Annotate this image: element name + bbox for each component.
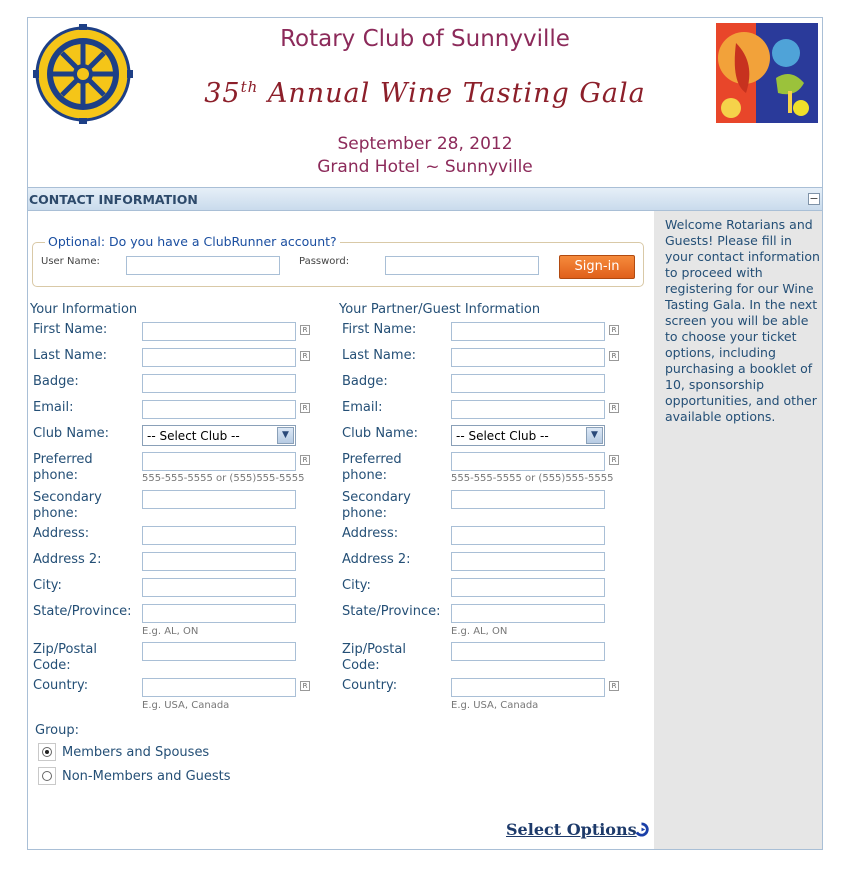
partner-club-select[interactable]: [451, 425, 605, 446]
state-label: State/Province:: [33, 604, 132, 619]
partner-city-input[interactable]: [451, 578, 605, 597]
partner-secondary-phone-label: Secondary phone:: [342, 490, 411, 521]
badge-label: Badge:: [33, 374, 79, 389]
partner-preferred-phone-input[interactable]: [451, 452, 605, 471]
partner-last-name-input[interactable]: [451, 348, 605, 367]
last-name-input[interactable]: [142, 348, 296, 367]
event-venue: Grand Hotel ~ Sunnyville: [317, 157, 533, 177]
wine-art-image: [716, 23, 818, 123]
username-label: User Name:: [41, 256, 100, 267]
required-icon: R: [300, 681, 310, 691]
partner-first-name-input[interactable]: [451, 322, 605, 341]
radio-non-members-label: Non-Members and Guests: [62, 769, 231, 784]
header: [28, 18, 822, 186]
chevron-down-icon[interactable]: ▼: [277, 427, 294, 444]
partner-country-input[interactable]: [451, 678, 605, 697]
club-select-value: -- Select Club --: [147, 429, 240, 443]
required-icon: R: [609, 351, 619, 361]
group-label: Group:: [35, 723, 79, 738]
country-label: Country:: [33, 678, 89, 693]
gala-title: 35th Annual Wine Tasting Gala: [204, 78, 646, 109]
password-input[interactable]: [385, 256, 539, 275]
radio-members[interactable]: [38, 743, 56, 761]
first-name-label: First Name:: [33, 322, 108, 337]
partner-address-input[interactable]: [451, 526, 605, 545]
required-icon: R: [300, 455, 310, 465]
event-date: September 28, 2012: [337, 134, 513, 154]
email-input[interactable]: [142, 400, 296, 419]
sidebar: [654, 211, 822, 849]
partner-last-name-label: Last Name:: [342, 348, 416, 363]
partner-zip-input[interactable]: [451, 642, 605, 661]
required-icon: R: [300, 325, 310, 335]
required-icon: R: [609, 681, 619, 691]
address2-label: Address 2:: [33, 552, 102, 567]
email-label: Email:: [33, 400, 74, 415]
partner-zip-label: Zip/Postal Code:: [342, 642, 406, 673]
partner-country-hint: E.g. USA, Canada: [451, 700, 539, 711]
signin-box: [32, 234, 644, 287]
required-icon: R: [609, 455, 619, 465]
welcome-text: Welcome Rotarians and Guests! Please fill in your contact information to proceed with registering for our Wine Tasting Gala. In the next screen you will be able to choose your ticket options, including purchasing a booklet of 10, sponsorship opportunities, and other available options.: [665, 217, 820, 424]
zip-input[interactable]: [142, 642, 296, 661]
address-input[interactable]: [142, 526, 296, 545]
partner-address2-input[interactable]: [451, 552, 605, 571]
city-input[interactable]: [142, 578, 296, 597]
partner-phone-hint: 555-555-5555 or (555)555-5555: [451, 473, 614, 484]
badge-input[interactable]: [142, 374, 296, 393]
phone-hint: 555-555-5555 or (555)555-5555: [142, 473, 305, 484]
zip-label: Zip/Postal Code:: [33, 642, 97, 673]
your-info-heading: Your Information: [30, 302, 138, 317]
select-options-link[interactable]: Select Options: [506, 820, 637, 839]
required-icon: R: [300, 403, 310, 413]
partner-address-label: Address:: [342, 526, 399, 541]
partner-badge-label: Badge:: [342, 374, 388, 389]
partner-secondary-phone-input[interactable]: [451, 490, 605, 509]
partner-badge-input[interactable]: [451, 374, 605, 393]
partner-state-label: State/Province:: [342, 604, 441, 619]
country-input[interactable]: [142, 678, 296, 697]
country-hint: E.g. USA, Canada: [142, 700, 230, 711]
partner-info-heading: Your Partner/Guest Information: [339, 302, 541, 317]
preferred-phone-input[interactable]: [142, 452, 296, 471]
secondary-phone-input[interactable]: [142, 490, 296, 509]
signin-button[interactable]: Sign-in: [559, 255, 635, 279]
required-icon: R: [609, 403, 619, 413]
signin-legend: Optional: Do you have a ClubRunner account?: [45, 234, 340, 249]
chevron-down-icon[interactable]: ▼: [586, 427, 603, 444]
partner-first-name-label: First Name:: [342, 322, 417, 337]
partner-club-select-value: -- Select Club --: [456, 429, 549, 443]
state-input[interactable]: [142, 604, 296, 623]
address2-input[interactable]: [142, 552, 296, 571]
last-name-label: Last Name:: [33, 348, 107, 363]
partner-country-label: Country:: [342, 678, 398, 693]
preferred-phone-label: Preferred phone:: [33, 452, 93, 483]
address-label: Address:: [33, 526, 90, 541]
state-hint: E.g. AL, ON: [142, 626, 199, 637]
radio-members-label: Members and Spouses: [62, 745, 210, 760]
first-name-input[interactable]: [142, 322, 296, 341]
club-select[interactable]: [142, 425, 296, 446]
partner-state-input[interactable]: [451, 604, 605, 623]
partner-state-hint: E.g. AL, ON: [451, 626, 508, 637]
radio-non-members[interactable]: [38, 767, 56, 785]
partner-city-label: City:: [342, 578, 371, 593]
section-title: CONTACT INFORMATION: [29, 192, 198, 207]
partner-preferred-phone-label: Preferred phone:: [342, 452, 402, 483]
partner-club-name-label: Club Name:: [342, 426, 419, 441]
username-input[interactable]: [126, 256, 280, 275]
arrow-right-icon[interactable]: [634, 822, 649, 837]
club-name-label: Club Name:: [33, 426, 110, 441]
club-name: Rotary Club of Sunnyville: [280, 26, 570, 52]
password-label: Password:: [299, 256, 350, 267]
section-bar: [28, 187, 822, 211]
partner-email-label: Email:: [342, 400, 383, 415]
partner-email-input[interactable]: [451, 400, 605, 419]
partner-address2-label: Address 2:: [342, 552, 411, 567]
secondary-phone-label: Secondary phone:: [33, 490, 102, 521]
required-icon: R: [300, 351, 310, 361]
required-icon: R: [609, 325, 619, 335]
city-label: City:: [33, 578, 62, 593]
collapse-button[interactable]: −: [809, 192, 819, 205]
